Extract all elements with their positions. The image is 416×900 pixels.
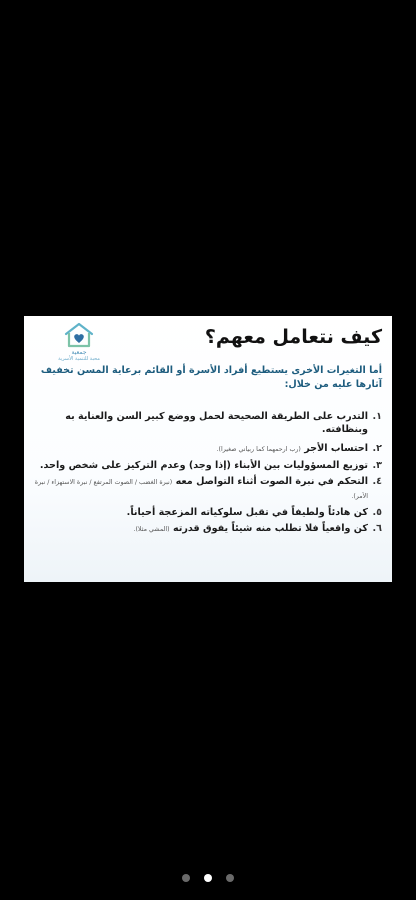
page-dot-2-active[interactable] [204, 874, 212, 882]
list-item-main: توزيع المسؤوليات بين الأبناء (إذا وجد) وعدم التركيز على شخص واحد. [39, 460, 368, 471]
list-item-number: ٦. [372, 523, 382, 534]
list-item-text [32, 459, 368, 472]
list-item-note: (نبرة الغضب / الصوت المرتفع / نبرة الاستهزاء / نبرة الأمر). [34, 479, 368, 500]
list-item-main: كن واقعياً فلا تطلب منه شيئاً يفوق قدرته [172, 523, 368, 534]
list-item-text [32, 410, 368, 436]
list-item-text [32, 475, 368, 503]
logo-name: جمعية [71, 349, 87, 356]
list-item-text [32, 442, 368, 456]
list-item [32, 442, 382, 456]
list-item-main: التحكم في نبرة الصوت أثناء التواصل معه [175, 476, 368, 487]
page-indicator [0, 874, 416, 882]
list-item-main: احتساب الأجر [304, 443, 368, 454]
list-item [32, 506, 382, 519]
list-item-main: التدرب على الطريقة الصحيحة لحمل ووضع كبير السن والعناية به وبنظافته. [65, 411, 368, 435]
list-item-text [32, 506, 368, 519]
list-item-number: ١. [372, 411, 382, 422]
tips-list [32, 410, 382, 539]
logo-tagline: محبة للتنمية الأسرية [58, 356, 100, 362]
list-item [32, 459, 382, 472]
page-dot-1[interactable] [182, 874, 190, 882]
list-item [32, 522, 382, 536]
list-item-number: ٤. [372, 476, 382, 487]
list-item-note: (المشي مثلا). [133, 526, 170, 533]
slide-image[interactable] [24, 316, 392, 582]
page-dot-3[interactable] [226, 874, 234, 882]
list-item-main: كن هادئاً ولطيفاً في تقبل سلوكياته المزعجة أحياناً. [126, 507, 368, 518]
slide-intro: أما التغيرات الأخرى يستطيع أفراد الأسرة أو القائم برعاية المسن تخفيف آثارها عليه من خلال: [40, 365, 382, 390]
list-item-number: ٢. [372, 443, 382, 454]
house-heart-logo-icon [62, 322, 96, 348]
list-item-number: ٥. [372, 507, 382, 518]
list-item [32, 410, 382, 436]
list-item-note: (رب ارحمهما كما ربياني صغيرا). [216, 446, 301, 453]
list-item [32, 475, 382, 503]
slide-title: كيف نتعامل معهم؟ [204, 326, 382, 348]
list-item-number: ٣. [372, 460, 382, 471]
list-item-text [32, 522, 368, 536]
